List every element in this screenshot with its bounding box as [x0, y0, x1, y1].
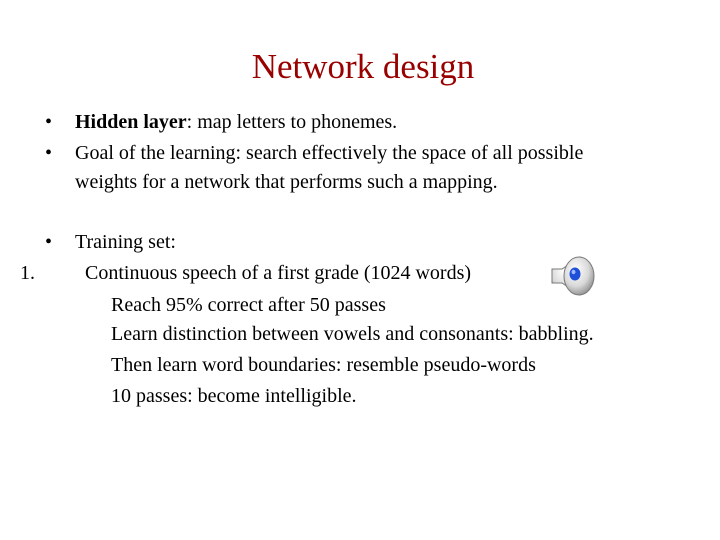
bullet-marker: •	[45, 231, 53, 253]
numbered-item	[0, 261, 540, 285]
bullet-text	[75, 110, 397, 134]
sub-line: Then learn word boundaries: resemble pseudo-words	[111, 354, 536, 376]
speaker-icon-graphic	[550, 254, 598, 298]
speaker-icon[interactable]	[550, 254, 598, 298]
title-text: Network design	[251, 47, 475, 86]
bullet-training-set	[0, 230, 720, 254]
number-marker: 1.	[20, 262, 35, 284]
bullet-goal	[0, 141, 720, 165]
bullet-text: Training set:	[75, 231, 176, 253]
bullet-text-line1: Goal of the learning: search effectively the space of all possible	[75, 142, 584, 164]
sub-line: 10 passes: become intelligible.	[111, 385, 357, 407]
bullet-marker: •	[45, 111, 53, 133]
bullet-text-line2: weights for a network that performs such a mapping.	[75, 171, 498, 193]
slide-title	[0, 47, 720, 87]
sub-line: Reach 95% correct after 50 passes	[111, 294, 386, 316]
sub-line: Learn distinction between vowels and consonants: babbling.	[111, 323, 594, 345]
bullet-rest: : map letters to phonemes.	[186, 111, 398, 133]
bullet-bold-term: Hidden layer	[75, 111, 187, 133]
bullet-marker: •	[45, 142, 53, 164]
numbered-text: Continuous speech of a first grade (1024 words)	[85, 262, 472, 284]
bullet-hidden-layer	[0, 110, 720, 134]
